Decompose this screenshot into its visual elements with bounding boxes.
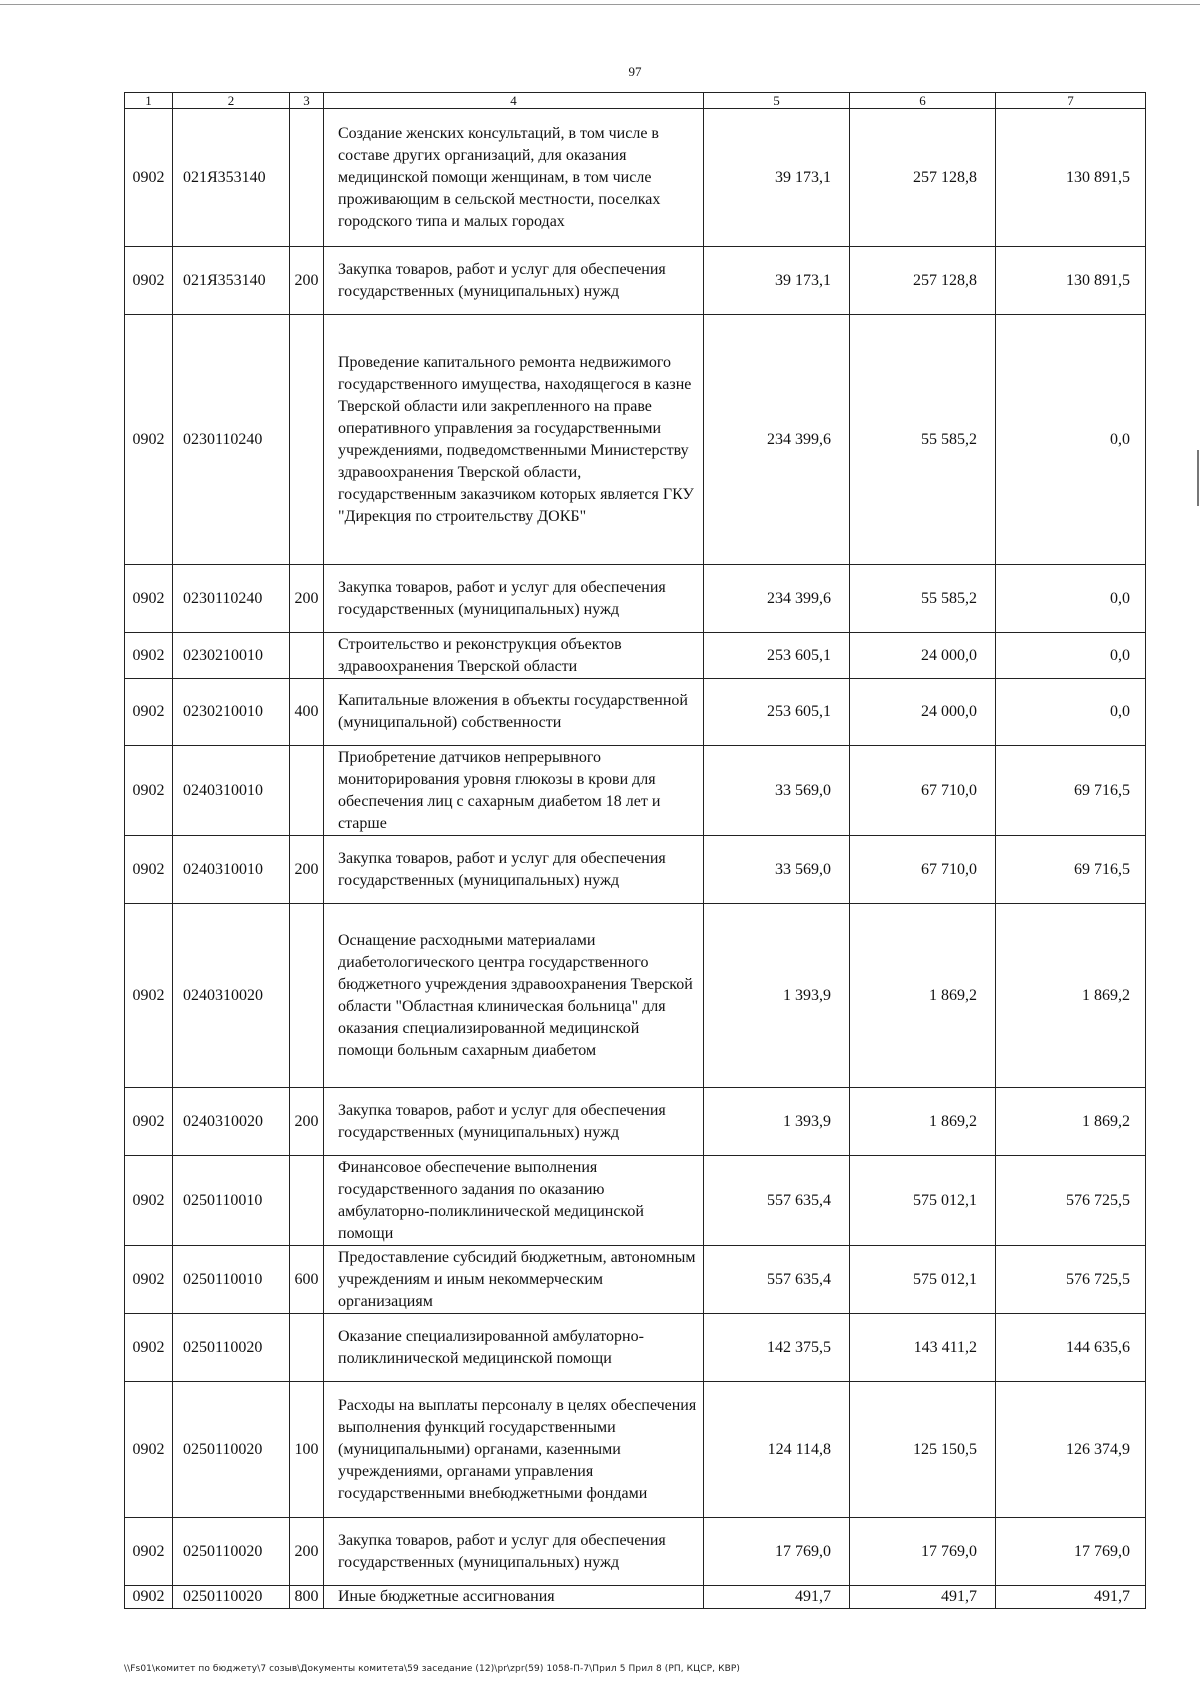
section-code: 0902 [125, 247, 173, 315]
header-cell: 5 [704, 93, 850, 109]
item-name: Закупка товаров, работ и услуг для обеспечения государственных (муниципальных) нужд [324, 836, 704, 904]
value-col7: 576 725,5 [996, 1156, 1146, 1246]
target-code: 0250110020 [173, 1586, 290, 1609]
item-name: Закупка товаров, работ и услуг для обеспечения государственных (муниципальных) нужд [324, 565, 704, 633]
section-code: 0902 [125, 633, 173, 679]
table-row [125, 1518, 1146, 1586]
expense-type: 400 [290, 679, 324, 746]
section-code: 0902 [125, 1314, 173, 1382]
item-name: Закупка товаров, работ и услуг для обеспечения государственных (муниципальных) нужд [324, 1518, 704, 1586]
target-code: 0240310020 [173, 1088, 290, 1156]
value-col6: 55 585,2 [850, 565, 996, 633]
file-path-footer: \\Fs01\комитет по бюджету\7 созыв\Документы комитета\59 заседание (12)\pr\zpr(59) 1058-П-7\Прил 5 Прил 8 (РП, КЦСР, КВР) [124, 1664, 740, 1674]
value-col5: 142 375,5 [704, 1314, 850, 1382]
table-row [125, 633, 1146, 679]
expense-type: 200 [290, 1088, 324, 1156]
header-cell: 7 [996, 93, 1146, 109]
expense-type: 200 [290, 565, 324, 633]
value-col5: 17 769,0 [704, 1518, 850, 1586]
value-col5: 234 399,6 [704, 315, 850, 565]
item-name: Оказание специализированной амбулаторно-поликлинической медицинской помощи [324, 1314, 704, 1382]
table-row [125, 247, 1146, 315]
value-col6: 491,7 [850, 1586, 996, 1609]
target-code: 0250110010 [173, 1246, 290, 1314]
value-col7: 126 374,9 [996, 1382, 1146, 1518]
target-code: 0230110240 [173, 565, 290, 633]
target-code: 0250110010 [173, 1156, 290, 1246]
item-name: Создание женских консультаций, в том числе в составе других организаций, для оказания медицинской помощи женщинам, в том числе проживающим в сельской местности, поселках городского типа и малых городах [324, 109, 704, 247]
target-code: 0240310020 [173, 904, 290, 1088]
target-code: 021Я353140 [173, 247, 290, 315]
table-row [125, 315, 1146, 565]
table-row [125, 836, 1146, 904]
table-row [125, 109, 1146, 247]
value-col5: 1 393,9 [704, 904, 850, 1088]
value-col7: 69 716,5 [996, 746, 1146, 836]
item-name: Предоставление субсидий бюджетным, автономным учреждениям и иным некоммерческим организациям [324, 1246, 704, 1314]
section-code: 0902 [125, 109, 173, 247]
expense-type [290, 109, 324, 247]
table-row [125, 565, 1146, 633]
value-col5: 33 569,0 [704, 836, 850, 904]
target-code: 0230210010 [173, 679, 290, 746]
table-row [125, 1246, 1146, 1314]
value-col6: 24 000,0 [850, 633, 996, 679]
section-code: 0902 [125, 315, 173, 565]
item-name: Расходы на выплаты персоналу в целях обеспечения выполнения функций государственными (муниципальными) органами, казенными учреждениями, органами управления государственными внебюджетными фондами [324, 1382, 704, 1518]
value-col6: 125 150,5 [850, 1382, 996, 1518]
item-name: Приобретение датчиков непрерывного мониторирования уровня глюкозы в крови для обеспечения лиц с сахарным диабетом 18 лет и старше [324, 746, 704, 836]
value-col6: 257 128,8 [850, 109, 996, 247]
section-code: 0902 [125, 679, 173, 746]
item-name: Капитальные вложения в объекты государственной (муниципальной) собственности [324, 679, 704, 746]
table-row [125, 1382, 1146, 1518]
value-col7: 0,0 [996, 315, 1146, 565]
value-col7: 1 869,2 [996, 904, 1146, 1088]
expense-type: 200 [290, 836, 324, 904]
target-code: 0250110020 [173, 1314, 290, 1382]
expense-type [290, 746, 324, 836]
value-col5: 33 569,0 [704, 746, 850, 836]
header-cell: 4 [324, 93, 704, 109]
value-col5: 557 635,4 [704, 1246, 850, 1314]
value-col5: 253 605,1 [704, 679, 850, 746]
expense-type: 200 [290, 247, 324, 315]
value-col7: 130 891,5 [996, 109, 1146, 247]
value-col5: 557 635,4 [704, 1156, 850, 1246]
value-col6: 24 000,0 [850, 679, 996, 746]
header-row [125, 93, 1146, 109]
budget-table [124, 92, 1146, 1609]
header-cell: 3 [290, 93, 324, 109]
value-col6: 67 710,0 [850, 836, 996, 904]
item-name: Строительство и реконструкция объектов здравоохранения Тверской области [324, 633, 704, 679]
value-col7: 144 635,6 [996, 1314, 1146, 1382]
table-row [125, 746, 1146, 836]
item-name: Закупка товаров, работ и услуг для обеспечения государственных (муниципальных) нужд [324, 247, 704, 315]
value-col6: 67 710,0 [850, 746, 996, 836]
expense-type [290, 1156, 324, 1246]
expense-type [290, 633, 324, 679]
header-cell: 6 [850, 93, 996, 109]
expense-type [290, 1314, 324, 1382]
header-cell: 1 [125, 93, 173, 109]
section-code: 0902 [125, 1382, 173, 1518]
value-col7: 17 769,0 [996, 1518, 1146, 1586]
section-code: 0902 [125, 904, 173, 1088]
page-number: 97 [628, 64, 642, 79]
item-name: Иные бюджетные ассигнования [324, 1586, 704, 1609]
section-code: 0902 [125, 1586, 173, 1609]
value-col6: 1 869,2 [850, 904, 996, 1088]
value-col6: 575 012,1 [850, 1156, 996, 1246]
table-row [125, 679, 1146, 746]
section-code: 0902 [125, 836, 173, 904]
section-code: 0902 [125, 565, 173, 633]
expense-type [290, 315, 324, 565]
value-col7: 69 716,5 [996, 836, 1146, 904]
table-row [125, 1586, 1146, 1609]
item-name: Проведение капитального ремонта недвижимого государственного имущества, находящегося в казне Тверской области или закрепленного на праве оперативного управления за государственными учреждениями, подведомственными Министерству здравоохранения Тверской области, государственным заказчиком которых является ГКУ "Дирекция по строительству ДОКБ" [324, 315, 704, 565]
value-col7: 0,0 [996, 679, 1146, 746]
value-col7: 491,7 [996, 1586, 1146, 1609]
value-col7: 0,0 [996, 633, 1146, 679]
item-name: Оснащение расходными материалами диабетологического центра государственного бюджетного учреждения здравоохранения Тверской области "Областная клиническая больница" для оказания специализированной медицинской помощи больным сахарным диабетом [324, 904, 704, 1088]
value-col5: 491,7 [704, 1586, 850, 1609]
target-code: 0250110020 [173, 1382, 290, 1518]
value-col6: 1 869,2 [850, 1088, 996, 1156]
value-col7: 576 725,5 [996, 1246, 1146, 1314]
expense-type: 100 [290, 1382, 324, 1518]
target-code: 0240310010 [173, 836, 290, 904]
value-col6: 55 585,2 [850, 315, 996, 565]
value-col5: 234 399,6 [704, 565, 850, 633]
expense-type: 800 [290, 1586, 324, 1609]
table-row [125, 904, 1146, 1088]
expense-type: 600 [290, 1246, 324, 1314]
item-name: Финансовое обеспечение выполнения государственного задания по оказанию амбулаторно-поликлинической медицинской помощи [324, 1156, 704, 1246]
value-col7: 1 869,2 [996, 1088, 1146, 1156]
value-col5: 253 605,1 [704, 633, 850, 679]
value-col7: 130 891,5 [996, 247, 1146, 315]
value-col7: 0,0 [996, 565, 1146, 633]
target-code: 0240310010 [173, 746, 290, 836]
table-row [125, 1088, 1146, 1156]
target-code: 0230110240 [173, 315, 290, 565]
target-code: 0230210010 [173, 633, 290, 679]
value-col5: 1 393,9 [704, 1088, 850, 1156]
table-row [125, 1156, 1146, 1246]
expense-type [290, 904, 324, 1088]
target-code: 021Я353140 [173, 109, 290, 247]
value-col5: 39 173,1 [704, 109, 850, 247]
value-col5: 124 114,8 [704, 1382, 850, 1518]
section-code: 0902 [125, 1518, 173, 1586]
value-col6: 17 769,0 [850, 1518, 996, 1586]
expense-type: 200 [290, 1518, 324, 1586]
value-col6: 143 411,2 [850, 1314, 996, 1382]
value-col5: 39 173,1 [704, 247, 850, 315]
value-col6: 257 128,8 [850, 247, 996, 315]
section-code: 0902 [125, 1156, 173, 1246]
top-scan-rule [0, 4, 1200, 5]
target-code: 0250110020 [173, 1518, 290, 1586]
value-col6: 575 012,1 [850, 1246, 996, 1314]
section-code: 0902 [125, 1246, 173, 1314]
header-cell: 2 [173, 93, 290, 109]
scan-mark [1197, 450, 1199, 506]
section-code: 0902 [125, 1088, 173, 1156]
table-row [125, 1314, 1146, 1382]
section-code: 0902 [125, 746, 173, 836]
item-name: Закупка товаров, работ и услуг для обеспечения государственных (муниципальных) нужд [324, 1088, 704, 1156]
